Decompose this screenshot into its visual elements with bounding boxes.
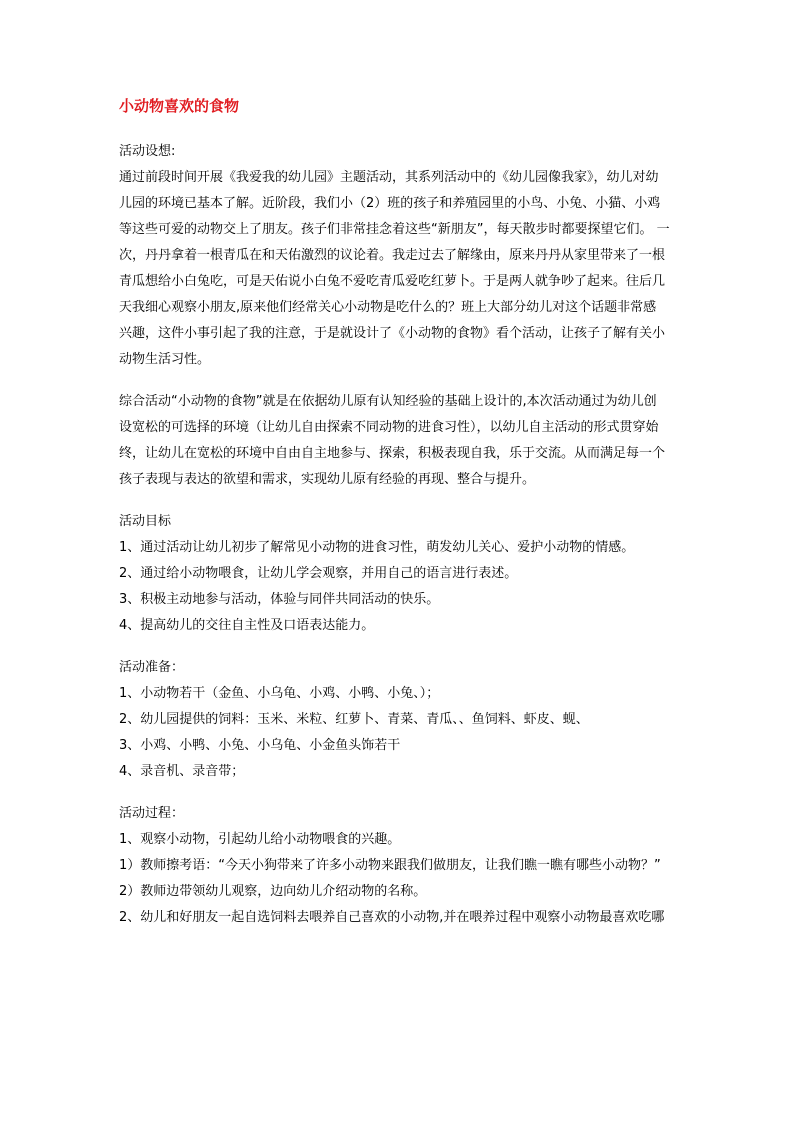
document-page [119, 93, 679, 931]
process-list [119, 827, 679, 931]
text-line: 终，让幼儿在宽松的环境中自由自主地参与、探索，积极表现自我，乐于交流。从而满足每一个 [119, 446, 666, 461]
process-heading: 活动过程： [119, 806, 185, 821]
goals-heading: 活动目标 [119, 514, 172, 529]
list-item: 4、提高幼儿的交往自主性及口语表达能力。 [119, 618, 375, 633]
text-line: 青瓜想给小白兔吃，可是天佑说小白兔不爱吃青瓜爱吃红萝卜。于是两人就争吵了起来。往后几 [119, 274, 666, 289]
goals-list [119, 535, 679, 639]
text-line: 天我细心观察小朋友,原来他们经常关心小动物是吃什么的？班上大部分幼儿对这个话题非常感 [119, 300, 657, 315]
list-item: 1、小动物若干（金鱼、小乌龟、小鸡、小鸭、小兔、）； [119, 686, 440, 701]
list-item: 2）教师边带领幼儿观察，边向幼儿介绍动物的名称。 [119, 884, 427, 899]
text-line: 通过前段时间开展《我爱我的幼儿园》主题活动，其系列活动中的《幼儿园像我家》，幼儿对幼 [119, 170, 659, 185]
text-line: 等这些可爱的动物交上了朋友。孩子们非常挂念着这些“新朋友”，每天散步时都要探望它们。 一 [119, 222, 670, 237]
list-item: 4、录音机、录音带； [119, 764, 245, 779]
list-item: 3、积极主动地参与活动，体验与同伴共同活动的快乐。 [119, 592, 440, 607]
text-line: 综合活动“小动物的食物”就是在依据幼儿原有认知经验的基础上设计的,本次活动通过为幼儿创 [119, 394, 657, 409]
text-line: 次，丹丹拿着一根青瓜在和天佑激烈的议论着。我走过去了解缘由，原来丹丹从家里带来了一根 [119, 248, 666, 263]
list-item: 1、观察小动物，引起幼儿给小动物喂食的兴趣。 [119, 832, 401, 847]
document-title: 小动物喜欢的食物 [119, 97, 240, 115]
prep-list [119, 681, 679, 785]
design-paragraph-2 [119, 389, 679, 493]
text-line: 设宽松的可选择的环境（让幼儿自由探索不同动物的进食习性），以幼儿自主活动的形式贯穿始 [119, 420, 659, 435]
list-item: 2、幼儿和好朋友一起自选饲料去喂养自己喜欢的小动物,并在喂养过程中观察小动物最喜欢吃哪 [119, 910, 665, 925]
list-item: 1）教师擦考语：“今天小狗带来了许多小动物来跟我们做朋友，让我们瞧一瞧有哪些小动物？” [119, 858, 661, 873]
list-item: 1、通过活动让幼儿初步了解常见小动物的进食习性，萌发幼儿关心、爱护小动物的情感。 [119, 540, 635, 555]
text-line: 儿园的环境已基本了解。近阶段，我们小（2）班的孩子和养殖园里的小鸟、小兔、小猫、小鸡 [119, 196, 661, 211]
list-item: 3、小鸡、小鸭、小兔、小乌龟、小金鱼头饰若干 [119, 738, 401, 753]
text-line: 动物生活习性。 [119, 352, 211, 367]
text-line: 孩子表现与表达的欲望和需求，实现幼儿原有经验的再现、整合与提升。 [119, 472, 536, 487]
design-paragraph-1 [119, 165, 679, 373]
list-item: 2、幼儿园提供的饲料：玉米、米粒、红萝卜、青菜、青瓜、、鱼饲料、虾皮、蚬、 [119, 712, 589, 727]
prep-heading: 活动准备： [119, 660, 185, 675]
design-heading: 活动设想: [119, 144, 176, 159]
text-line: 兴趣，这件小事引起了我的注意，于是就设计了《小动物的食物》看个活动，让孩子了解有关小 [119, 326, 666, 341]
list-item: 2、通过给小动物喂食，让幼儿学会观察，并用自己的语言进行表述。 [119, 566, 518, 581]
